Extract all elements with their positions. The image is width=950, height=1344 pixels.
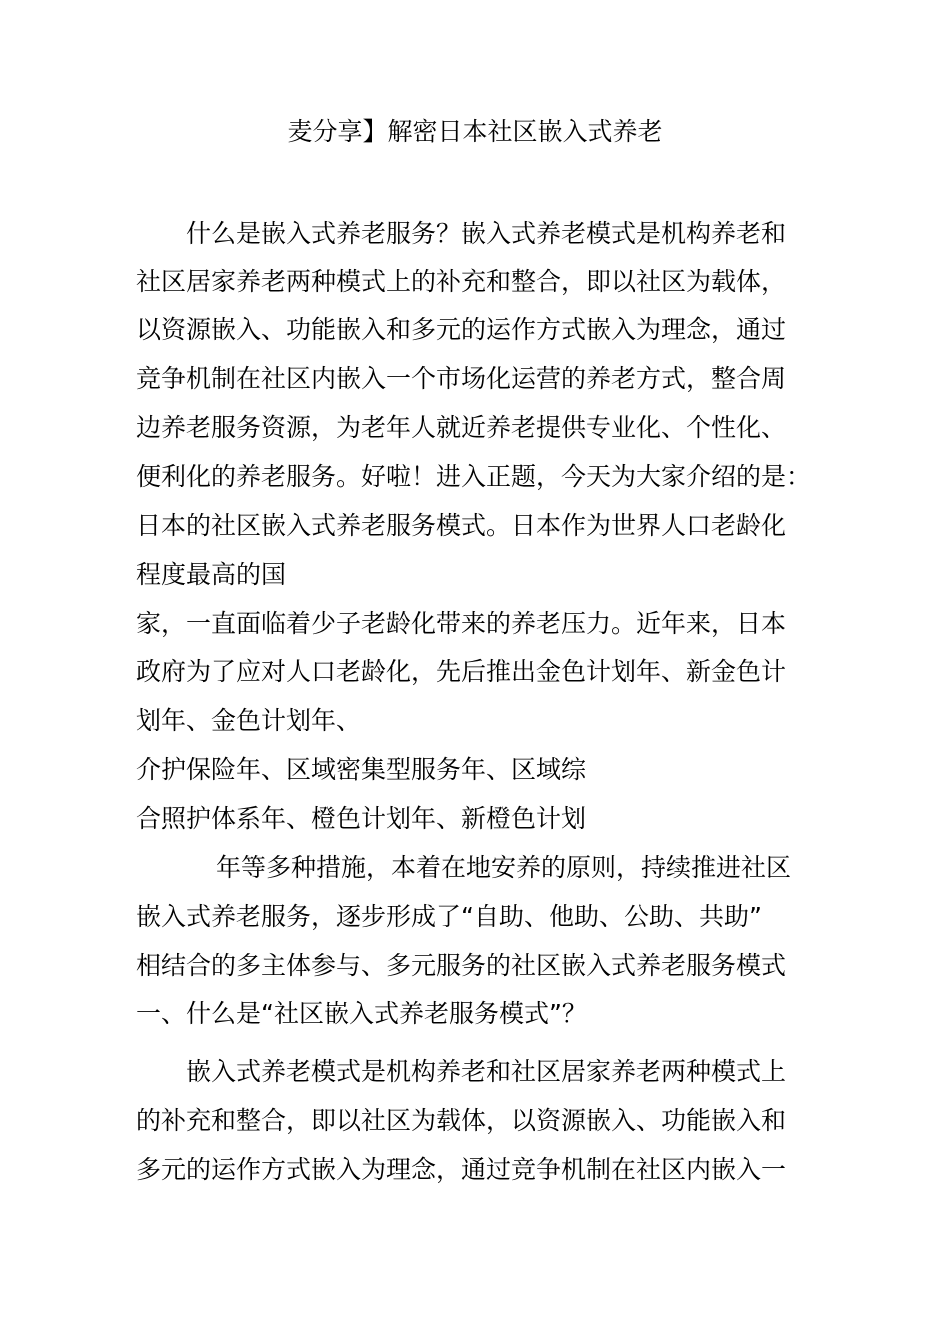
paragraph-line-2: 社区居家养老两种模式上的补充和整合，即以社区为载体，: [136, 267, 787, 296]
paragraph-line-7: 日本的社区嵌入式养老服务模式。日本作为世界人口老龄化: [136, 511, 787, 540]
paragraph-line-18: 嵌入式养老模式是机构养老和社区居家养老两种模式上: [186, 1057, 787, 1086]
paragraph-line-14: 年等多种措施，本着在地安养的原则，持续推进社区: [216, 853, 792, 882]
paragraph-line-13: 合照护体系年、橙色计划年、新橙色计划: [136, 804, 587, 833]
paragraph-line-9: 家，一直面临着少子老龄化带来的养老压力。近年来，日本: [136, 609, 787, 638]
section-heading: 一、什么是“社区嵌入式养老服务模式”？: [136, 999, 587, 1028]
paragraph-line-6: 便利化的养老服务。好啦！进入正题，今天为大家介绍的是：: [136, 462, 812, 491]
paragraph-line-15: 嵌入式养老服务，逐步形成了“自助、他助、公助、共助”: [136, 902, 762, 931]
paragraph-line-12: 介护保险年、区域密集型服务年、区域综: [136, 755, 587, 784]
paragraph-line-10: 政府为了应对人口老龄化，先后推出金色计划年、新金色计: [136, 657, 787, 686]
paragraph-line-4: 竞争机制在社区内嵌入一个市场化运营的养老方式，整合周: [136, 364, 787, 393]
paragraph-line-20: 多元的运作方式嵌入为理念，通过竞争机制在社区内嵌入一: [136, 1155, 787, 1184]
paragraph-line-11: 划年、金色计划年、: [136, 706, 362, 735]
paragraph-line-5: 边养老服务资源，为老年人就近养老提供专业化、个性化、: [136, 413, 787, 442]
paragraph-line-16: 相结合的多主体参与、多元服务的社区嵌入式养老服务模式: [136, 951, 787, 980]
paragraph-line-1: 什么是嵌入式养老服务？嵌入式养老模式是机构养老和: [186, 219, 787, 248]
document-title: 麦分享】解密日本社区嵌入式养老: [287, 117, 663, 146]
paragraph-line-3: 以资源嵌入、功能嵌入和多元的运作方式嵌入为理念，通过: [136, 315, 787, 344]
paragraph-line-19: 的补充和整合，即以社区为载体，以资源嵌入、功能嵌入和: [136, 1106, 787, 1135]
paragraph-line-8: 程度最高的国: [136, 560, 287, 589]
